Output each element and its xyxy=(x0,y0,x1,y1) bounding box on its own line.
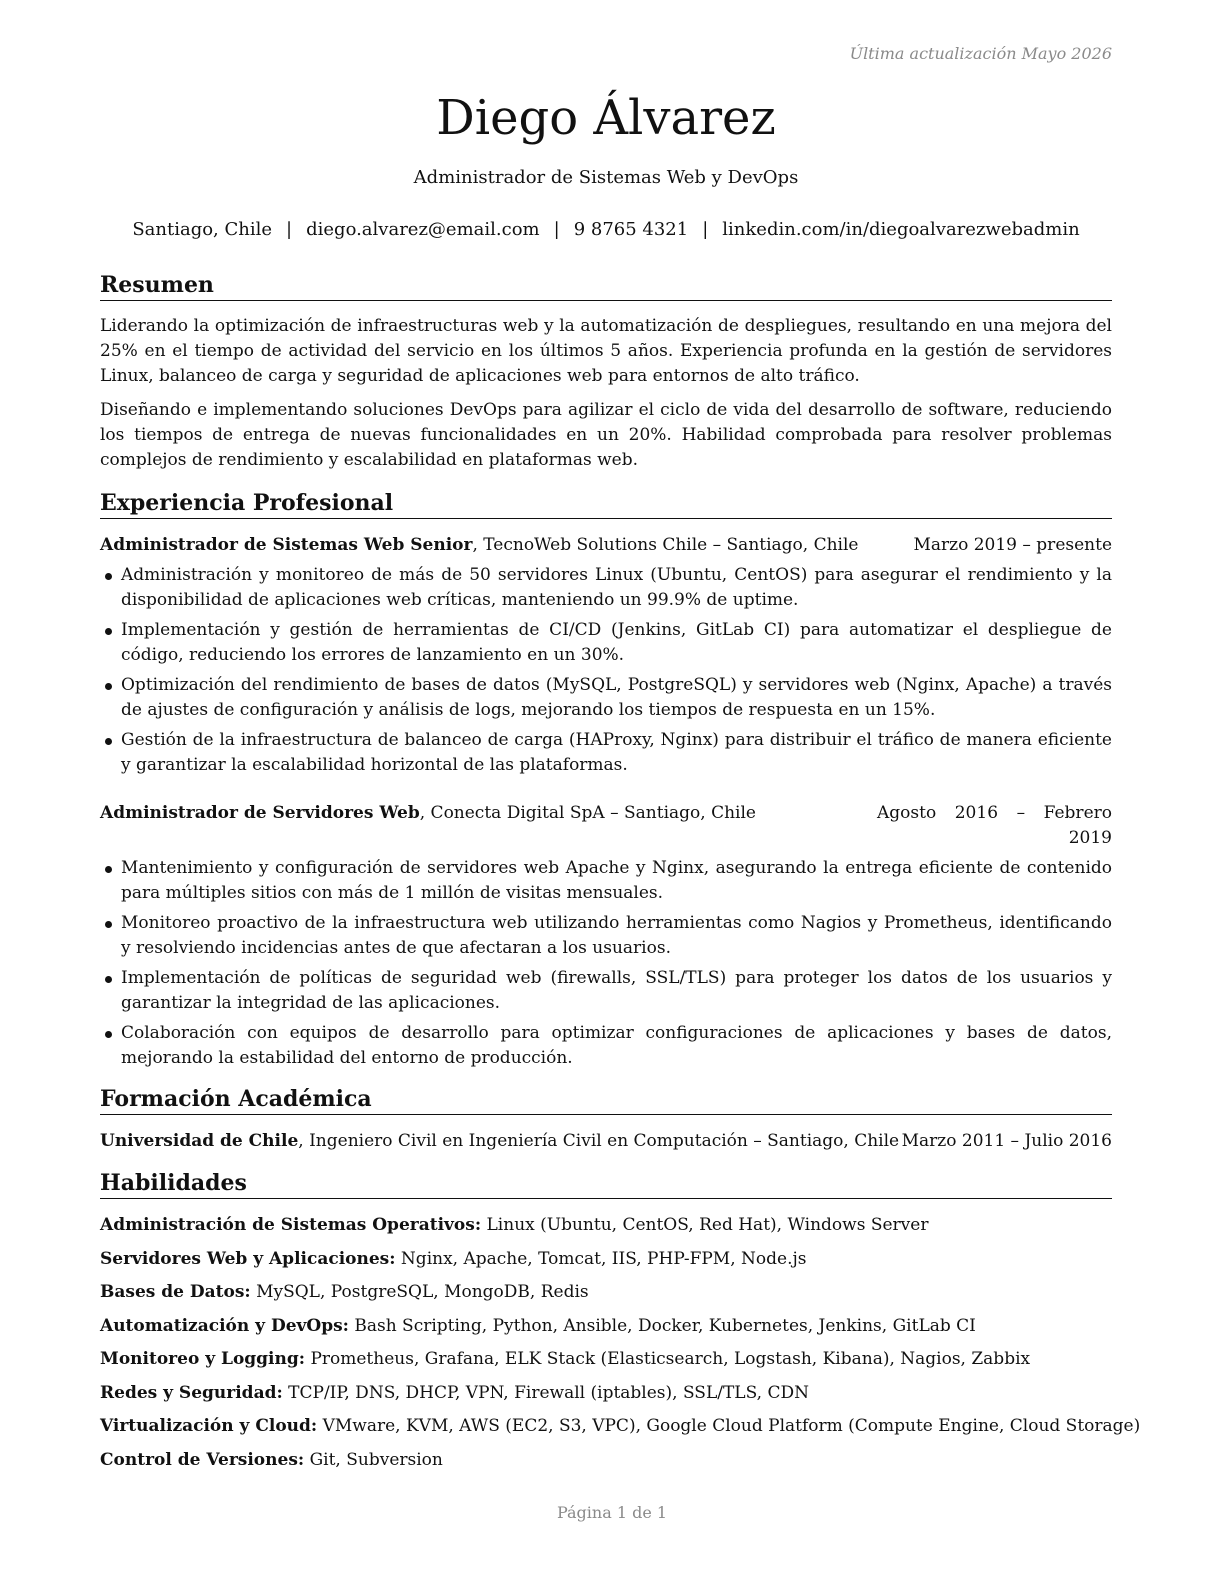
job-dates: Marzo 2019 – presente xyxy=(913,535,1112,555)
skill-value: MySQL, PostgreSQL, MongoDB, Redis xyxy=(250,1282,589,1302)
skill-value: Git, Subversion xyxy=(304,1449,443,1470)
page-footer: Página 1 de 1 xyxy=(556,1503,668,1522)
skill-label: Bases de Datos: xyxy=(100,1282,251,1302)
contact-linkedin[interactable]: linkedin.com/in/diegoalvarezwebadmin xyxy=(722,219,1080,240)
skill-value: Nginx, Apache, Tomcat, IIS, PHP-FPM, Node.js xyxy=(395,1248,807,1269)
section-title-summary: Resumen xyxy=(100,271,1112,301)
list-item: Gestión de la infraestructura de balanceo de carga (HAProxy, Nginx) para distribuir el tráfico de manera eficiente y garantizar la escalabilidad horizontal de las plataformas. xyxy=(100,728,1112,778)
skill-item xyxy=(100,1280,1112,1314)
education-degree: , Ingeniero Civil en Ingeniería Civil en Computación – Santiago, Chile xyxy=(298,1131,900,1151)
skill-label: Administración de Sistemas Operativos: xyxy=(100,1215,482,1235)
resume-page xyxy=(100,0,1141,1584)
skill-item xyxy=(100,1414,1141,1448)
contact-location: Santiago, Chile xyxy=(132,219,273,240)
job-dates xyxy=(877,801,1112,851)
skill-item xyxy=(100,1381,1112,1415)
skill-item xyxy=(100,1247,1112,1281)
job-dates-line: 2019 xyxy=(1068,828,1112,848)
contact-separator: | xyxy=(553,219,560,240)
section-title-education: Formación Académica xyxy=(100,1085,1112,1115)
skill-label: Servidores Web y Aplicaciones: xyxy=(100,1248,396,1269)
list-item: Implementación y gestión de herramientas de CI/CD (Jenkins, GitLab CI) para automatizar el despliegue de código, reduciendo los errores de lanzamiento en un 30%. xyxy=(100,618,1112,668)
education-school: Universidad de Chile xyxy=(100,1131,299,1151)
summary-paragraph: Diseñando e implementando soluciones DevOps para agilizar el ciclo de vida del desarrollo de software, reduciendo los tiempos de entrega de nuevas funcionalidades en un 20%. Habilidad comprobada para resolver problemas complejos de rendimiento y escalabilidad en plataformas web. xyxy=(100,400,1112,470)
skill-value: Bash Scripting, Python, Ansible, Docker, Kubernetes, Jenkins, GitLab CI xyxy=(348,1315,976,1336)
contact-separator: | xyxy=(702,219,709,240)
skill-label: Monitoreo y Logging: xyxy=(100,1349,306,1369)
last-updated: Última actualización Mayo 2026 xyxy=(849,44,1112,63)
skill-item xyxy=(100,1347,1112,1381)
job-role: Administrador de Servidores Web xyxy=(100,803,420,823)
skill-value: TCP/IP, DNS, DHCP, VPN, Firewall (iptables), SSL/TLS, CDN xyxy=(282,1382,809,1403)
skill-value: Linux (Ubuntu, CentOS, Red Hat), Windows Server xyxy=(481,1215,929,1235)
job-header xyxy=(100,533,1112,558)
contact-separator: | xyxy=(286,219,293,240)
list-item: Administración y monitoreo de más de 50 servidores Linux (Ubuntu, CentOS) para asegurar el rendimiento y la disponibilidad de aplicaciones web críticas, manteniendo un 99.9% de uptime. xyxy=(100,563,1112,613)
skill-item xyxy=(100,1314,1112,1348)
job-role: Administrador de Sistemas Web Senior xyxy=(100,535,473,555)
list-item: Colaboración con equipos de desarrollo para optimizar configuraciones de aplicaciones y bases de datos, mejorando la estabilidad del entorno de producción. xyxy=(100,1021,1112,1071)
skill-value: Prometheus, Grafana, ELK Stack (Elasticsearch, Logstash, Kibana), Nagios, Zabbix xyxy=(305,1349,1031,1369)
job-company: , TecnoWeb Solutions Chile – Santiago, Chile xyxy=(472,535,859,555)
skill-item xyxy=(100,1213,1112,1247)
section-title-experience: Experiencia Profesional xyxy=(100,489,1112,519)
contact-email[interactable]: diego.alvarez@email.com xyxy=(306,219,540,240)
job-header xyxy=(100,801,1112,848)
list-item: Optimización del rendimiento de bases de datos (MySQL, PostgreSQL) y servidores web (Nginx, Apache) a través de ajustes de configuración y análisis de logs, mejorando los tiempos de respuesta en un 15%. xyxy=(100,673,1112,723)
section-title-skills: Habilidades xyxy=(100,1169,1112,1199)
skills-list xyxy=(100,1213,1141,1481)
skill-value: VMware, KVM, AWS (EC2, S3, VPC), Google Cloud Platform (Compute Engine, Cloud Storage) xyxy=(317,1416,1141,1436)
person-role: Administrador de Sistemas Web y DevOps xyxy=(413,167,799,188)
skill-label: Redes y Seguridad: xyxy=(100,1382,283,1403)
education-entry xyxy=(100,1129,1112,1154)
job-bullets xyxy=(100,563,1112,783)
job-bullets xyxy=(100,856,1112,1076)
list-item: Mantenimiento y configuración de servidores web Apache y Nginx, asegurando la entrega eficiente de contenido para múltiples sitios con más de 1 millón de visitas mensuales. xyxy=(100,856,1112,906)
contact-line xyxy=(100,219,1112,240)
summary-paragraph: Liderando la optimización de infraestructuras web y la automatización de despliegues, resultando en una mejora del 25% en el tiempo de actividad del servicio en los últimos 5 años. Experiencia profunda en la gestión de servidores Linux, balanceo de carga y seguridad de aplicaciones web para entornos de alto tráfico. xyxy=(100,316,1112,386)
skill-label: Virtualización y Cloud: xyxy=(100,1416,318,1436)
person-name: Diego Álvarez xyxy=(436,90,776,146)
education-dates: Marzo 2011 – Julio 2016 xyxy=(901,1131,1112,1151)
list-item: Implementación de políticas de seguridad web (firewalls, SSL/TLS) para proteger los datos de los usuarios y garantizar la integridad de las aplicaciones. xyxy=(100,966,1112,1016)
skill-item xyxy=(100,1448,1112,1482)
job-dates-line: Agosto 2016 – Febrero xyxy=(877,803,1112,823)
job-company: , Conecta Digital SpA – Santiago, Chile xyxy=(419,803,756,823)
skill-label: Automatización y DevOps: xyxy=(100,1315,349,1336)
list-item: Monitoreo proactivo de la infraestructura web utilizando herramientas como Nagios y Prometheus, identificando y resolviendo incidencias antes de que afectaran a los usuarios. xyxy=(100,911,1112,961)
contact-phone: 9 8765 4321 xyxy=(573,219,689,240)
skill-label: Control de Versiones: xyxy=(100,1449,305,1470)
